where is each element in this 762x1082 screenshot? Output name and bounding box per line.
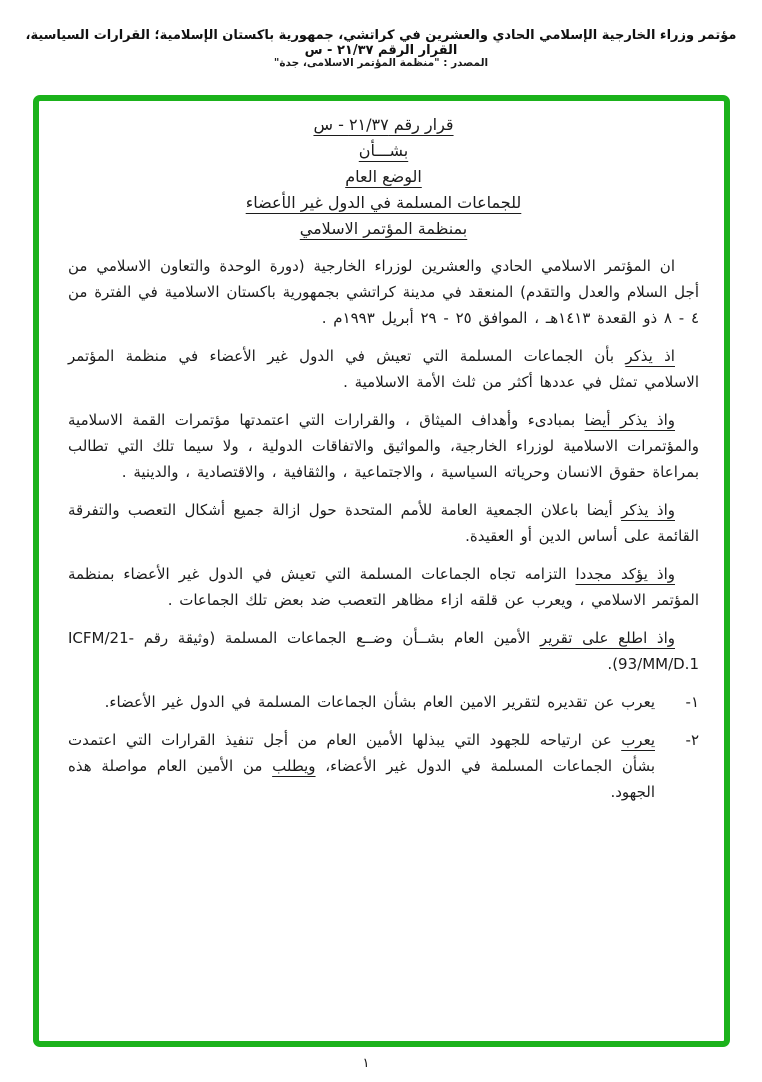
- underlined-phrase: واذ اطلع على تقرير: [539, 629, 675, 647]
- text-segment: أيضا باعلان الجمعية العامة للأمم المتحدة حول ازالة جميع أشكال التعصب والتفرقة القائمة على أساس الدين أو العقيدة.: [68, 501, 699, 545]
- underlined-phrase: واذ يؤكد مجددا: [575, 565, 675, 583]
- document-citation-header: مؤتمر وزراء الخارجية الإسلامي الحادي والعشرين في كراتشي، جمهورية باكستان الإسلامية؛ القرارات السياسية، القرار الرقم ٢١/٣٧ - س: [25, 28, 737, 58]
- paragraph: [68, 343, 699, 395]
- item-text: [68, 727, 655, 805]
- text-segment: بمبادىء وأهداف الميثاق ، والقرارات التي اعتمدتها مؤتمرات القمة الاسلامية والمؤتمرات الاسلامية لوزراء الخارجية، والمواثيق والاتفاقات الدولية ، ولا سيما تلك التي تطالب بمراعاة حقوق الانسان وحرياته السياسية ، والاجتماعية ، والثقافية ، والاقتصادية ، والدينية .: [68, 411, 699, 481]
- resolution-numbered-items: [68, 689, 699, 805]
- resolution-paragraphs: [68, 253, 699, 677]
- underlined-phrase: واذ يذكر: [621, 501, 675, 519]
- text-segment: عن ارتياحه للجهود التي يبذلها الأمين العام من أجل تنفيذ القرارات التي اعتمدت بشأن الجماعات المسلمة في الدول غير الأعضاء،: [68, 731, 655, 775]
- text-segment: ان المؤتمر الاسلامي الحادي والعشرين لوزراء الخارجية (دورة الوحدة والتعاون الاسلامي من أجل السلام والعدل والتقدم) المنعقد في مدينة كراتشي بجمهورية باكستان الاسلامية في الفترة من ٤ - ٨ ذو القعدة ١٤١٣هـ ، الموافق ٢٥ - ٢٩ أبريل ١٩٩٣م .: [68, 257, 699, 327]
- numbered-item: [68, 727, 699, 805]
- underlined-phrase: ويطلب: [272, 757, 316, 775]
- title-line: قرار رقم ٢١/٣٧ - س: [313, 115, 454, 134]
- title-line: بمنظمة المؤتمر الاسلامي: [299, 219, 468, 238]
- green-border-frame: [33, 95, 730, 1047]
- underlined-phrase: يعرب: [621, 731, 655, 749]
- text-segment: يعرب عن تقديره لتقرير الامين العام بشأن الجماعات المسلمة في الدول غير الأعضاء.: [104, 693, 655, 711]
- paragraph: [68, 625, 699, 677]
- paragraph: [68, 407, 699, 485]
- item-number: ٢-: [685, 731, 699, 749]
- text-segment: التزامه تجاه الجماعات المسلمة التي تعيش في الدول غير الأعضاء بمنظمة المؤتمر الاسلامي ، ويعرب عن قلقه ازاء مظاهر التعصب ضد بعض تلك الجماعات .: [68, 565, 699, 609]
- title-line: للجماعات المسلمة في الدول غير الأعضاء: [245, 193, 522, 212]
- item-text: [68, 689, 655, 715]
- document-body: [39, 101, 724, 805]
- title-line: الوضع العام: [345, 167, 422, 186]
- item-number: ١-: [685, 693, 699, 711]
- text-segment: من الأمين العام مواصلة هذه الجهود.: [68, 757, 655, 801]
- page-number: ١: [362, 1056, 370, 1071]
- title-line: بشـــأن: [358, 141, 409, 160]
- paragraph: [68, 561, 699, 613]
- numbered-item: [68, 689, 699, 715]
- paragraph: [68, 497, 699, 549]
- text-segment: بأن الجماعات المسلمة التي تعيش في الدول غير الأعضاء في منظمة المؤتمر الاسلامي تمثل في عددها أكثر من ثلث الأمة الاسلامية .: [68, 347, 699, 391]
- underlined-phrase: اذ يذكر: [625, 347, 675, 365]
- document-source-line: المصدر : "منظمة المؤتمر الاسلامى، جدة": [273, 57, 489, 69]
- text-segment: الأمين العام بشــأن وضــع الجماعات المسلمة (وثيقة رقم ICFM/21-93/MM/D.1).: [68, 629, 699, 673]
- paragraph: [68, 253, 699, 331]
- underlined-phrase: واذ يذكر أيضا: [584, 411, 676, 429]
- resolution-title-block: [68, 112, 699, 242]
